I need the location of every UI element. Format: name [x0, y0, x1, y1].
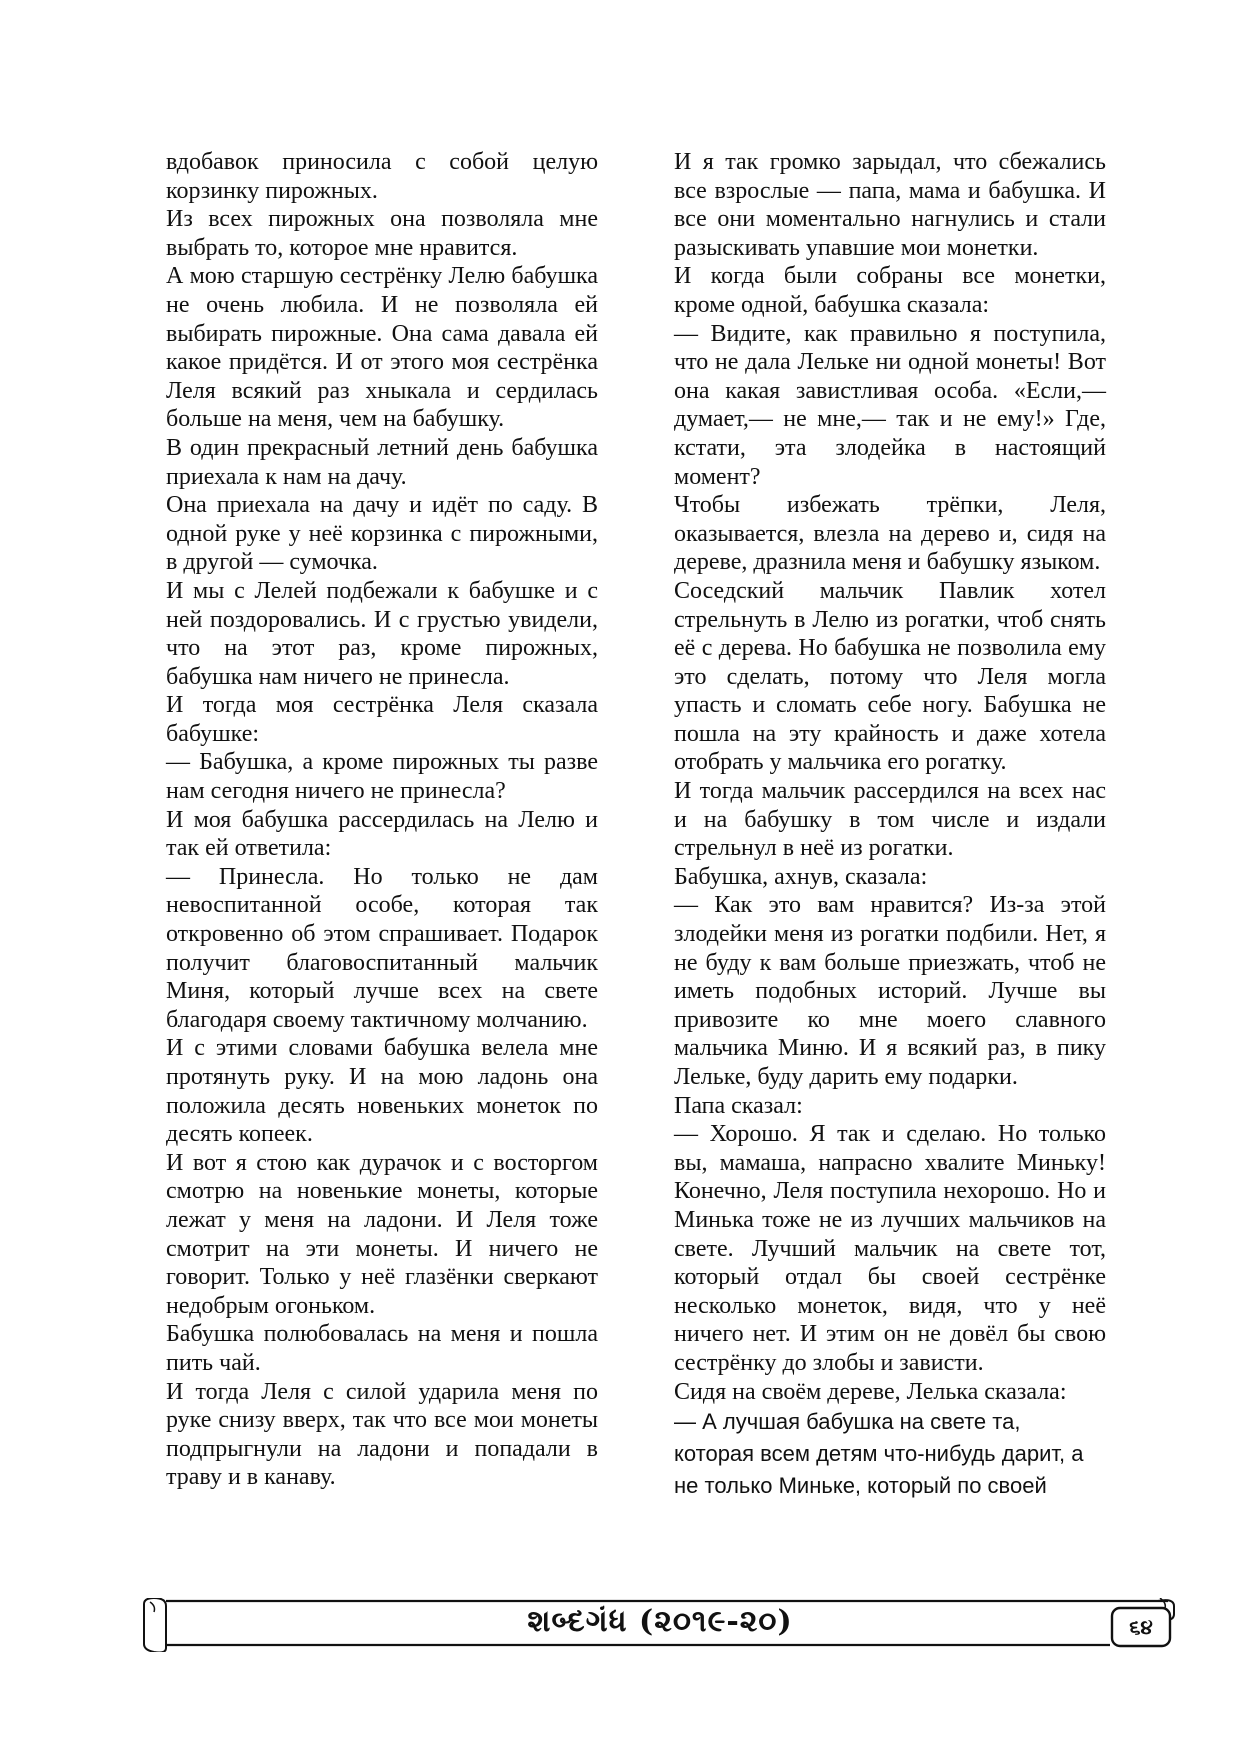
paragraph: Бабушка полюбовалась на меня и пошла пить чай.	[166, 1321, 598, 1376]
paragraph: Она приехала на дачу и идёт по саду. В одной руке у неё корзинка с пирожными, в другой — сумочка.	[166, 492, 598, 576]
magazine-title: શબ્દગંધ (૨૦૧૯-૨૦)	[527, 1604, 793, 1639]
paragraph: В один прекрасный летний день бабушка приехала к нам на дачу.	[166, 434, 598, 490]
paragraph: И тогда Леля с силой ударила меня по руке снизу вверх, так что все мои монеты подпрыгнули на ладони и попадали в траву и в канаву.	[166, 1378, 598, 1491]
paragraph: — Как это вам нравится? Из-за этой злодейки меня из рогатки подбили. Нет, я не буду к вам больше приезжать, чтоб не иметь подобных историй. Лучше вы привозите ко мне моего славного мальчика Миню. И я всякий раз, в пику Лельке, буду дарить ему подарки.	[674, 892, 1106, 1090]
page-number: ૬૪	[1129, 1615, 1153, 1639]
paragraph: Папа сказал:	[674, 1092, 803, 1119]
left-text-column	[166, 148, 598, 1492]
paragraph: А мою старшую сестрёнку Лелю бабушка не очень любила. И не позволяла ей выбирать пирожные. Она сама давала ей какое придётся. И от этого моя сестрёнка Леля всякий раз хныкала и сердилась больше на меня, чем на бабушку.	[166, 263, 598, 433]
paragraph: Сидя на своём дереве, Лелька сказала:	[674, 1378, 1067, 1405]
paragraph: И тогда моя сестрёнка Леля сказала бабушке:	[166, 692, 598, 747]
paragraph: — А лучшая бабушка на свете та, которая всем детям что-нибудь дарит, а не только Миньке, который по своей	[674, 1409, 1084, 1499]
footer-banner	[140, 1598, 1180, 1652]
paragraph: Из всех пирожных она позволяла мне выбрать то, которое мне нравится.	[166, 206, 598, 261]
paragraph: — Видите, как правильно я поступила, что не дала Лельке ни одной монеты! Вот она какая завистливая особа. «Если,— думает,— не мне,— так и не ему!» Где, кстати, эта злодейка в настоящий момент?	[674, 320, 1106, 490]
right-text-column	[674, 148, 1106, 1502]
paragraph: вдобавок приносила с собой целую корзинку пирожных.	[166, 149, 598, 204]
paragraph: И когда были собраны все монетки, кроме одной, бабушка сказала:	[674, 263, 1106, 318]
paragraph: И моя бабушка рассердилась на Лелю и так ей ответила:	[166, 806, 598, 862]
paragraph: — Принесла. Но только не дам невоспитанной особе, которая так откровенно об этом спрашивает. Подарок получит благовоспитанный мальчик Миня, который лучше всех на свете благодаря своему тактичному молчанию.	[166, 863, 598, 1033]
paragraph: И я так громко зарыдал, что сбежались все взрослые — папа, мама и бабушка. И все они моментально нагнулись и стали разыскивать упавшие мои монетки.	[674, 149, 1106, 261]
paragraph: Чтобы избежать трёпки, Леля, оказывается, влезла на дерево и, сидя на дереве, дразнила меня и бабушку языком.	[674, 492, 1106, 576]
paragraph: — Хорошо. Я так и сделаю. Но только вы, мамаша, напрасно хвалите Миньку! Конечно, Леля поступила нехорошо. Но и Минька тоже не из лучших мальчиков на свете. Лучший мальчик на свете тот, который отдал бы своей сестрёнке несколько монеток, видя, что у неё ничего нет. И этим он не довёл бы свою сестрёнку до злобы и зависти.	[674, 1121, 1106, 1376]
paragraph: И с этими словами бабушка велела мне протянуть руку. И на мою ладонь она положила десять новеньких монеток по десять копеек.	[166, 1035, 598, 1148]
paragraph: Соседский мальчик Павлик хотел стрельнуть в Лелю из рогатки, чтоб снять её с дерева. Но бабушка не позволила ему это сделать, потому что Леля могла упасть и сломать себе ногу. Бабушка не пошла на эту крайность и даже хотела отобрать у мальчика его рогатку.	[674, 577, 1106, 776]
paragraph: И тогда мальчик рассердился на всех нас и на бабушку в том числе и издали стрельнул в неё из рогатки.	[674, 778, 1106, 862]
paragraph: — Бабушка, а кроме пирожных ты разве нам сегодня ничего не принесла?	[166, 749, 598, 805]
paragraph: И мы с Лелей подбежали к бабушке и с ней поздоровались. И с грустью увидели, что на этот раз, кроме пирожных, бабушка нам ничего не принесла.	[166, 577, 598, 690]
paragraph: Бабушка, ахнув, сказала:	[674, 863, 928, 890]
paragraph: И вот я стою как дурачок и с восторгом смотрю на новенькие монеты, которые лежат у меня на ладони. И Леля тоже смотрит на эти монеты. И ничего не говорит. Только у неё глазёнки сверкают недобрым огоньком.	[166, 1149, 598, 1319]
